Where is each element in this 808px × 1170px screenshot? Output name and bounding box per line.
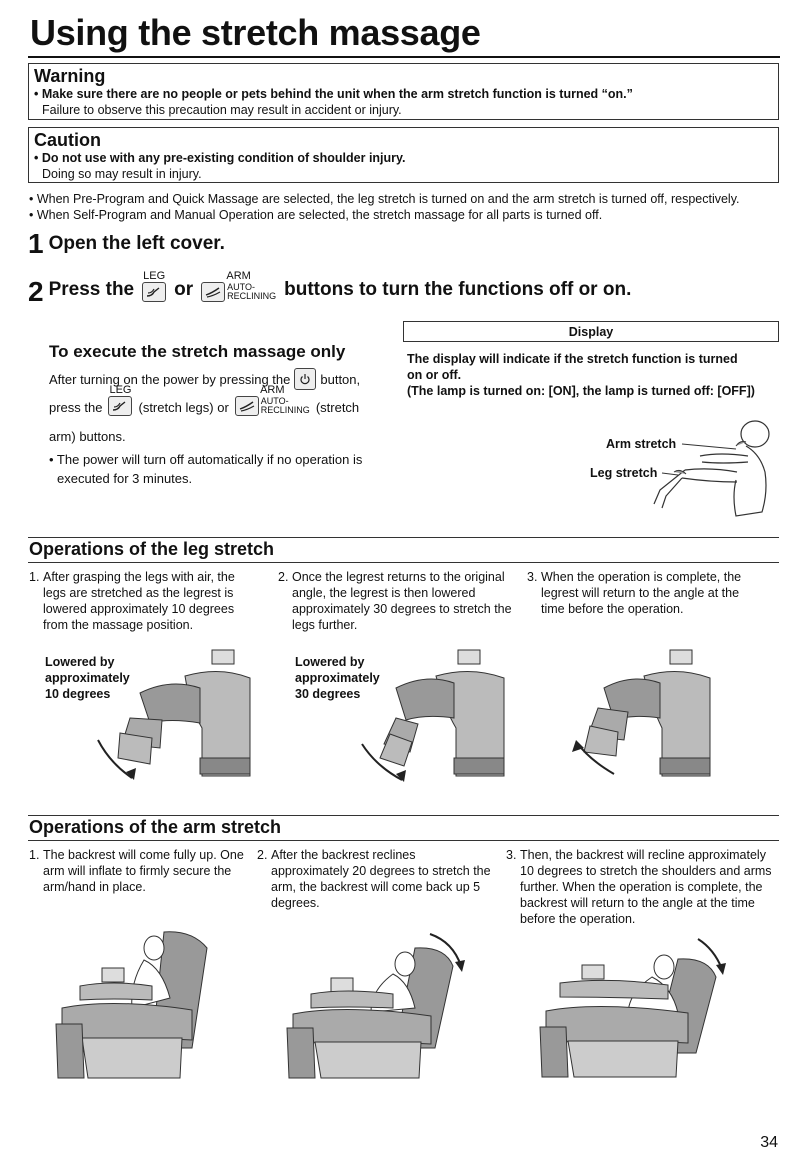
leg-label-2c: 30 degrees [295,687,361,701]
arm-step-3-num: 3. [506,848,517,862]
execute-line-2 [49,386,379,416]
step-1-text: Open the left cover. [48,233,225,254]
warning-box [28,63,779,120]
leg-step-1 [29,569,259,633]
arm-section-heading: Operations of the arm stretch [28,815,779,841]
leg-step-2 [278,569,522,633]
auto-reclining-label [227,283,276,301]
leg-stretch-icon [142,282,166,302]
leg-chair-3-icon [570,648,715,780]
arm-caption: ARM [226,270,251,282]
caution-text: Doing so may result in injury. [42,167,202,181]
execute-p2b: (stretch legs) or [138,400,229,415]
leg-caption-inline: LEG [109,384,132,396]
auto-1-inline: AUTO- [260,396,289,406]
leg-step-3-num: 3. [527,570,538,584]
title-rule [28,56,780,58]
arm-step-3 [506,847,778,927]
leg-step-3 [527,569,757,617]
arm-step-1-text: The backrest will come fully up. One arm will inflate to firmly secure the arm/hand in place. [43,848,244,894]
page-number: 34 [760,1134,778,1151]
arm-stretch-icon [235,396,259,416]
leg-section-heading: Operations of the leg stretch [28,537,779,563]
bullet-1: • When Pre-Program and Quick Massage are selected, the leg stretch is turned on and the arm stretch is turned off, respectively. [29,192,740,206]
page-title: Using the stretch massage [30,12,481,53]
leg-step-2-num: 2. [278,570,289,584]
arm-stretch-label: Arm stretch [606,437,677,451]
leg-stretch-icon [108,396,132,416]
auto-2: RECLINING [227,291,277,301]
warning-heading: Warning [34,66,106,86]
leg-step-1-num: 1. [29,570,40,584]
auto-1: AUTO- [227,282,255,292]
execute-p2c: (stretch [315,400,360,415]
execute-heading: To execute the stretch massage only [49,342,346,361]
leg-step-2-text: Once the legrest returns to the original angle, the legrest is then lowered approximately 30 degrees to stretch the legs further. [292,570,512,632]
execute-p2a: press the [49,400,103,415]
step-2-press: Press the [48,279,135,300]
arm-stretch-icon [201,282,225,302]
execute-p1b: button, [320,371,361,387]
caution-heading: Caution [34,130,101,150]
step-2-or: or [174,279,194,300]
caution-box [28,127,779,183]
execute-note-2: executed for 3 minutes. [57,471,193,486]
step-1-number: 1 [28,228,44,259]
bullet-2: • When Self-Program and Manual Operation are selected, the stretch massage for all parts is turned off. [29,208,603,222]
step-2 [28,268,632,307]
arm-chair-1-icon [52,928,214,1080]
arm-step-1-num: 1. [29,848,40,862]
auto-2-inline: RECLINING [260,405,310,415]
arm-chair-2-icon [285,928,465,1080]
execute-note-1: • The power will turn off automatically if no operation is [49,452,363,467]
arm-step-2-text: After the backrest reclines approximately 20 degrees to stretch the arm, the backrest will come back up 5 degrees. [271,848,491,910]
arm-caption-inline: ARM [260,384,285,396]
warning-text: Failure to observe this precaution may result in accident or injury. [42,103,402,117]
arm-step-3-text: Then, the backrest will recline approximately 10 degrees to stretch the shoulders and arms further. When the operation is complete, the backrest will return to the angle at the time before the operation. [520,848,772,926]
arm-button-inline [235,384,310,416]
step-2-tail: buttons to turn the functions off or on. [284,279,632,300]
auto-reclining-inline [261,397,310,415]
leg-button-inline [108,384,132,416]
display-line-2: on or off. [407,368,462,382]
body-figure-icon [640,412,780,522]
leg-label-1b: approximately [45,671,130,685]
arm-chair-3-icon [538,935,728,1080]
leg-step-1-text: After grasping the legs with air, the legs are stretched as the legrest is lowered approximately 10 degrees from the massage position. [43,570,235,632]
display-heading: Display [403,321,779,342]
leg-label-1a: Lowered by [45,655,115,669]
leg-label-1c: 10 degrees [45,687,111,701]
leg-label-2a: Lowered by [295,655,365,669]
step-1 [28,228,225,260]
arm-step-2-num: 2. [257,848,268,862]
leg-button [142,270,166,302]
execute-line-3: arm) buttons. [49,429,126,444]
leg-chair-2-icon [356,648,521,783]
leg-caption: LEG [143,270,166,282]
step-2-number: 2 [28,276,44,307]
leg-step-3-text: When the operation is complete, the legrest will return to the angle at the time before the operation. [541,570,742,616]
caution-bold: • Do not use with any pre-existing condition of shoulder injury. [34,151,406,165]
leg-chair-1-icon [90,648,255,780]
execute-p1a: After turning on the power by pressing the [49,371,291,387]
arm-step-1 [29,847,251,895]
display-line-1: The display will indicate if the stretch function is turned [407,352,738,366]
warning-bold: • Make sure there are no people or pets behind the unit when the arm stretch function is turned “on.” [34,87,633,101]
arm-button [201,270,276,302]
leg-stretch-label: Leg stretch [590,466,658,480]
display-line-3: (The lamp is turned on: [ON], the lamp is turned off: [OFF]) [407,384,755,398]
leg-label-2b: approximately [295,671,380,685]
arm-step-2 [257,847,493,911]
